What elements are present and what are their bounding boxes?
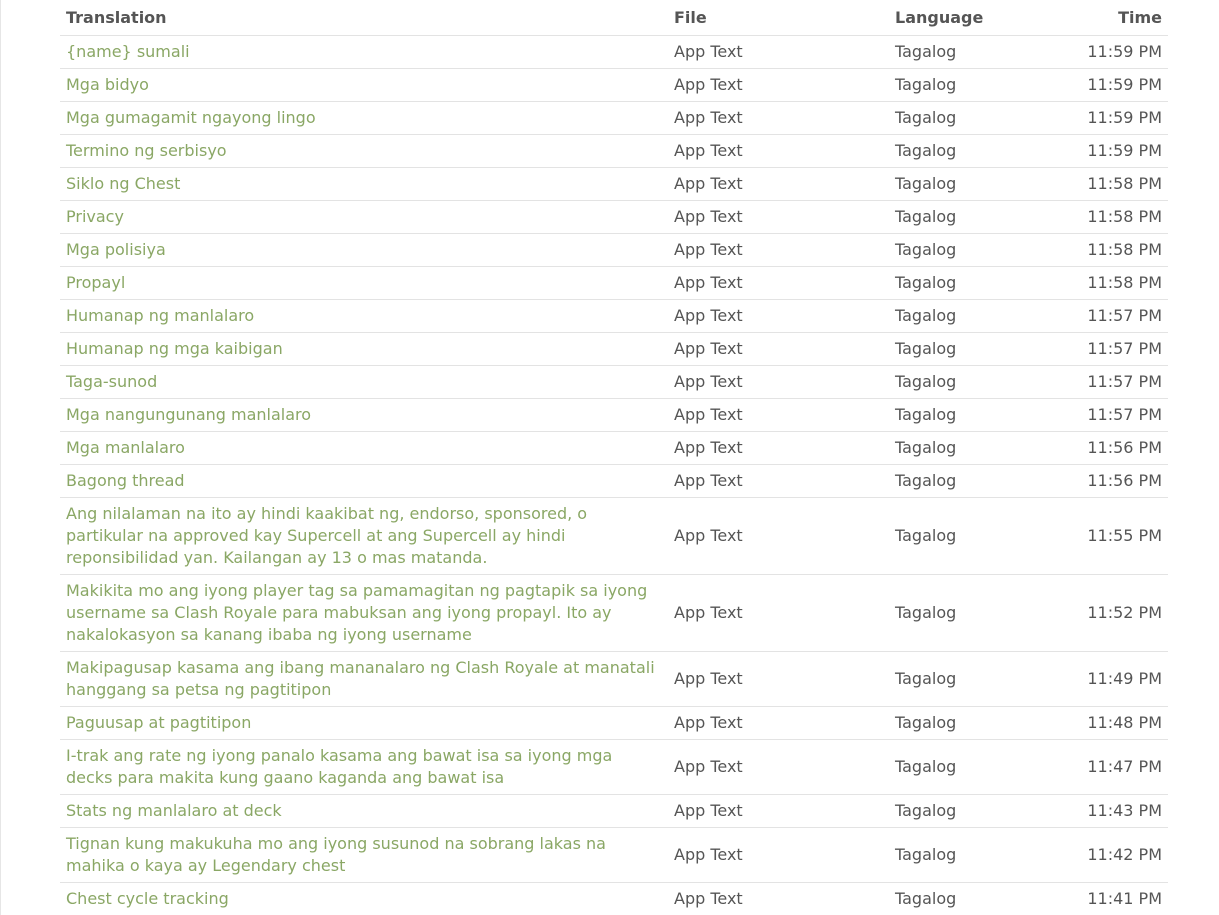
time-cell: 11:56 PM — [1049, 432, 1168, 465]
table-row — [60, 652, 1168, 707]
language-cell: Tagalog — [889, 465, 1049, 498]
translation-cell — [60, 828, 668, 883]
translation-cell — [60, 366, 668, 399]
language-cell: Tagalog — [889, 707, 1049, 740]
language-cell: Tagalog — [889, 69, 1049, 102]
table-header — [60, 0, 1168, 36]
table-row — [60, 432, 1168, 465]
translation-cell — [60, 883, 668, 915]
translation-link[interactable]: Mga bidyo — [66, 75, 149, 94]
file-cell: App Text — [668, 795, 889, 828]
time-cell: 11:58 PM — [1049, 234, 1168, 267]
time-cell: 11:55 PM — [1049, 498, 1168, 575]
translation-link[interactable]: Mga gumagamit ngayong lingo — [66, 108, 316, 127]
language-cell: Tagalog — [889, 135, 1049, 168]
translation-cell — [60, 168, 668, 201]
language-cell: Tagalog — [889, 432, 1049, 465]
translation-link[interactable]: Propayl — [66, 273, 126, 292]
time-cell: 11:52 PM — [1049, 575, 1168, 652]
time-cell: 11:59 PM — [1049, 36, 1168, 69]
table-row — [60, 135, 1168, 168]
table-body — [60, 36, 1168, 915]
time-cell: 11:57 PM — [1049, 366, 1168, 399]
language-cell: Tagalog — [889, 234, 1049, 267]
time-cell: 11:59 PM — [1049, 69, 1168, 102]
file-cell: App Text — [668, 498, 889, 575]
table-row — [60, 234, 1168, 267]
time-cell: 11:57 PM — [1049, 399, 1168, 432]
translation-cell — [60, 432, 668, 465]
translation-link[interactable]: Stats ng manlalaro at deck — [66, 801, 282, 820]
table-row — [60, 36, 1168, 69]
language-cell: Tagalog — [889, 795, 1049, 828]
translation-link[interactable]: Tignan kung makukuha mo ang iyong susunod na sobrang lakas na mahika o kaya ay Legendary chest — [66, 834, 606, 875]
translation-cell — [60, 498, 668, 575]
column-header-language: Language — [889, 0, 1049, 36]
translation-cell — [60, 135, 668, 168]
page-left-border — [0, 0, 1, 915]
time-cell: 11:57 PM — [1049, 300, 1168, 333]
file-cell: App Text — [668, 69, 889, 102]
column-header-translation: Translation — [60, 0, 668, 36]
file-cell: App Text — [668, 201, 889, 234]
file-cell: App Text — [668, 740, 889, 795]
table-row — [60, 707, 1168, 740]
translation-cell — [60, 69, 668, 102]
time-cell: 11:56 PM — [1049, 465, 1168, 498]
table-row — [60, 740, 1168, 795]
table-row — [60, 201, 1168, 234]
language-cell: Tagalog — [889, 883, 1049, 915]
translation-link[interactable]: Termino ng serbisyo — [66, 141, 227, 160]
table-row — [60, 102, 1168, 135]
file-cell: App Text — [668, 333, 889, 366]
translation-cell — [60, 707, 668, 740]
file-cell: App Text — [668, 883, 889, 915]
file-cell: App Text — [668, 366, 889, 399]
translation-cell — [60, 267, 668, 300]
translation-link[interactable]: Chest cycle tracking — [66, 889, 229, 908]
language-cell: Tagalog — [889, 267, 1049, 300]
translations-table — [60, 0, 1168, 915]
translation-cell — [60, 36, 668, 69]
time-cell: 11:42 PM — [1049, 828, 1168, 883]
column-header-file: File — [668, 0, 889, 36]
table-row — [60, 465, 1168, 498]
file-cell: App Text — [668, 234, 889, 267]
table-row — [60, 575, 1168, 652]
file-cell: App Text — [668, 707, 889, 740]
translation-cell — [60, 234, 668, 267]
translation-link[interactable]: Ang nilalaman na ito ay hindi kaakibat ng, endorso, sponsored, o partikular na approved kay Supercell at ang Supercell ay hindi reponsibilidad yan. Kailangan ay 13 o mas matanda. — [66, 504, 588, 567]
file-cell: App Text — [668, 267, 889, 300]
file-cell: App Text — [668, 36, 889, 69]
header-row — [60, 0, 1168, 36]
table-row — [60, 399, 1168, 432]
file-cell: App Text — [668, 135, 889, 168]
time-cell: 11:47 PM — [1049, 740, 1168, 795]
table-row — [60, 883, 1168, 915]
language-cell: Tagalog — [889, 652, 1049, 707]
file-cell: App Text — [668, 399, 889, 432]
table-row — [60, 69, 1168, 102]
translation-link[interactable]: Paguusap at pagtitipon — [66, 713, 252, 732]
table-row — [60, 366, 1168, 399]
translation-cell — [60, 300, 668, 333]
language-cell: Tagalog — [889, 366, 1049, 399]
table-row — [60, 333, 1168, 366]
translation-cell — [60, 399, 668, 432]
table-row — [60, 267, 1168, 300]
table-row — [60, 828, 1168, 883]
translation-cell — [60, 795, 668, 828]
time-cell: 11:59 PM — [1049, 135, 1168, 168]
file-cell: App Text — [668, 575, 889, 652]
translation-link[interactable]: Makikita mo ang iyong player tag sa pamamagitan ng pagtapik sa iyong username sa Clash Royale para mabuksan ang iyong propayl. Ito ay nakalokasyon sa kanang ibaba ng iyong username — [66, 581, 648, 644]
translation-link[interactable]: Taga-sunod — [66, 372, 158, 391]
file-cell: App Text — [668, 828, 889, 883]
translation-link[interactable]: Bagong thread — [66, 471, 185, 490]
language-cell: Tagalog — [889, 102, 1049, 135]
translation-link[interactable]: Makipagusap kasama ang ibang mananalaro ng Clash Royale at manatali hanggang sa petsa ng pagtitipon — [66, 658, 655, 699]
time-cell: 11:43 PM — [1049, 795, 1168, 828]
table-row — [60, 795, 1168, 828]
language-cell: Tagalog — [889, 201, 1049, 234]
time-cell: 11:41 PM — [1049, 883, 1168, 915]
language-cell: Tagalog — [889, 498, 1049, 575]
language-cell: Tagalog — [889, 399, 1049, 432]
column-header-time: Time — [1049, 0, 1168, 36]
time-cell: 11:59 PM — [1049, 102, 1168, 135]
translation-link[interactable]: Mga manlalaro — [66, 438, 185, 457]
time-cell: 11:58 PM — [1049, 201, 1168, 234]
translation-cell — [60, 575, 668, 652]
translation-link[interactable]: Mga polisiya — [66, 240, 166, 259]
time-cell: 11:49 PM — [1049, 652, 1168, 707]
translation-cell — [60, 201, 668, 234]
translation-cell — [60, 465, 668, 498]
file-cell: App Text — [668, 465, 889, 498]
translation-cell — [60, 102, 668, 135]
language-cell: Tagalog — [889, 36, 1049, 69]
translation-link[interactable]: Siklo ng Chest — [66, 174, 181, 193]
file-cell: App Text — [668, 652, 889, 707]
translation-link[interactable]: Privacy — [66, 207, 124, 226]
time-cell: 11:57 PM — [1049, 333, 1168, 366]
table-row — [60, 300, 1168, 333]
translations-panel — [60, 0, 1168, 915]
time-cell: 11:58 PM — [1049, 267, 1168, 300]
table-row — [60, 168, 1168, 201]
time-cell: 11:48 PM — [1049, 707, 1168, 740]
translation-link[interactable]: {name} sumali — [66, 42, 190, 61]
language-cell: Tagalog — [889, 828, 1049, 883]
language-cell: Tagalog — [889, 168, 1049, 201]
translation-link[interactable]: I-trak ang rate ng iyong panalo kasama ang bawat isa sa iyong mga decks para makita kung gaano kaganda ang bawat isa — [66, 746, 613, 787]
file-cell: App Text — [668, 168, 889, 201]
translation-cell — [60, 333, 668, 366]
language-cell: Tagalog — [889, 740, 1049, 795]
language-cell: Tagalog — [889, 300, 1049, 333]
file-cell: App Text — [668, 300, 889, 333]
translation-cell — [60, 652, 668, 707]
language-cell: Tagalog — [889, 575, 1049, 652]
translation-link[interactable]: Humanap ng manlalaro — [66, 306, 255, 325]
time-cell: 11:58 PM — [1049, 168, 1168, 201]
table-row — [60, 498, 1168, 575]
translation-link[interactable]: Mga nangungunang manlalaro — [66, 405, 312, 424]
file-cell: App Text — [668, 432, 889, 465]
translation-cell — [60, 740, 668, 795]
language-cell: Tagalog — [889, 333, 1049, 366]
translation-link[interactable]: Humanap ng mga kaibigan — [66, 339, 283, 358]
file-cell: App Text — [668, 102, 889, 135]
